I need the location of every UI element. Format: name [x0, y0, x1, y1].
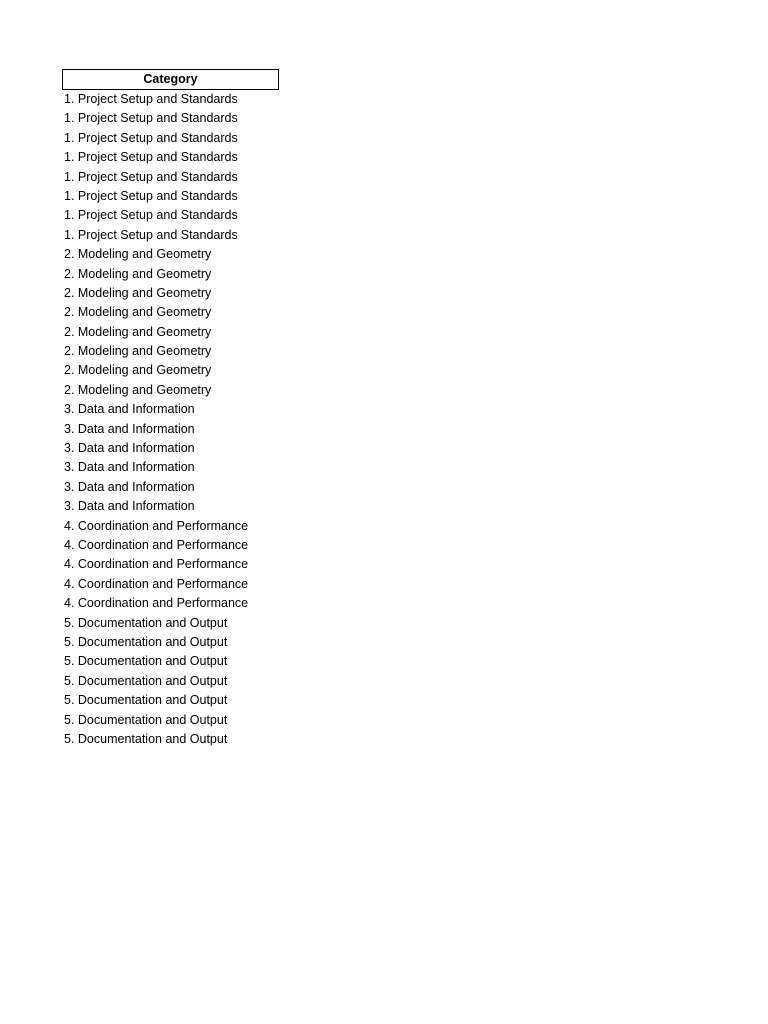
category-row: 1. Project Setup and Standards	[64, 188, 238, 203]
category-row: 3. Data and Information	[64, 460, 195, 475]
category-row: 1. Project Setup and Standards	[64, 130, 238, 145]
category-row: 2. Modeling and Geometry	[64, 382, 212, 397]
category-row: 2. Modeling and Geometry	[64, 305, 212, 320]
category-row: 3. Data and Information	[64, 421, 195, 436]
category-row: 1. Project Setup and Standards	[64, 92, 238, 106]
category-row: 2. Modeling and Geometry	[64, 285, 212, 300]
category-row: 3. Data and Information	[64, 479, 195, 494]
category-row: 5. Documentation and Output	[64, 712, 228, 727]
category-row: 2. Modeling and Geometry	[64, 324, 212, 339]
category-row: 5. Documentation and Output	[64, 634, 228, 649]
category-row: 1. Project Setup and Standards	[64, 150, 238, 165]
category-row: 5. Documentation and Output	[64, 731, 228, 746]
category-row: 1. Project Setup and Standards	[64, 169, 238, 184]
category-row: 5. Documentation and Output	[64, 673, 228, 688]
category-row: 5. Documentation and Output	[64, 693, 228, 708]
category-header: Category	[62, 69, 279, 90]
category-row: 1. Project Setup and Standards	[64, 208, 238, 223]
category-row: 3. Data and Information	[64, 441, 195, 456]
category-row: 1. Project Setup and Standards	[64, 111, 238, 126]
category-row: 5. Documentation and Output	[64, 654, 228, 669]
category-row: 2. Modeling and Geometry	[64, 344, 212, 359]
category-row: 1. Project Setup and Standards	[64, 227, 238, 242]
category-row: 5. Documentation and Output	[64, 615, 228, 630]
category-row: 3. Data and Information	[64, 402, 195, 417]
category-row: 2. Modeling and Geometry	[64, 247, 212, 262]
category-row: 4. Coordination and Performance	[64, 537, 249, 552]
category-row: 4. Coordination and Performance	[64, 576, 249, 591]
category-list	[62, 90, 279, 749]
category-row: 2. Modeling and Geometry	[64, 266, 212, 281]
category-row: 4. Coordination and Performance	[64, 557, 249, 572]
category-row: 4. Coordination and Performance	[64, 596, 249, 611]
category-table	[62, 69, 279, 749]
category-row: 4. Coordination and Performance	[64, 518, 249, 533]
category-row: 2. Modeling and Geometry	[64, 363, 212, 378]
category-row: 3. Data and Information	[64, 499, 195, 514]
